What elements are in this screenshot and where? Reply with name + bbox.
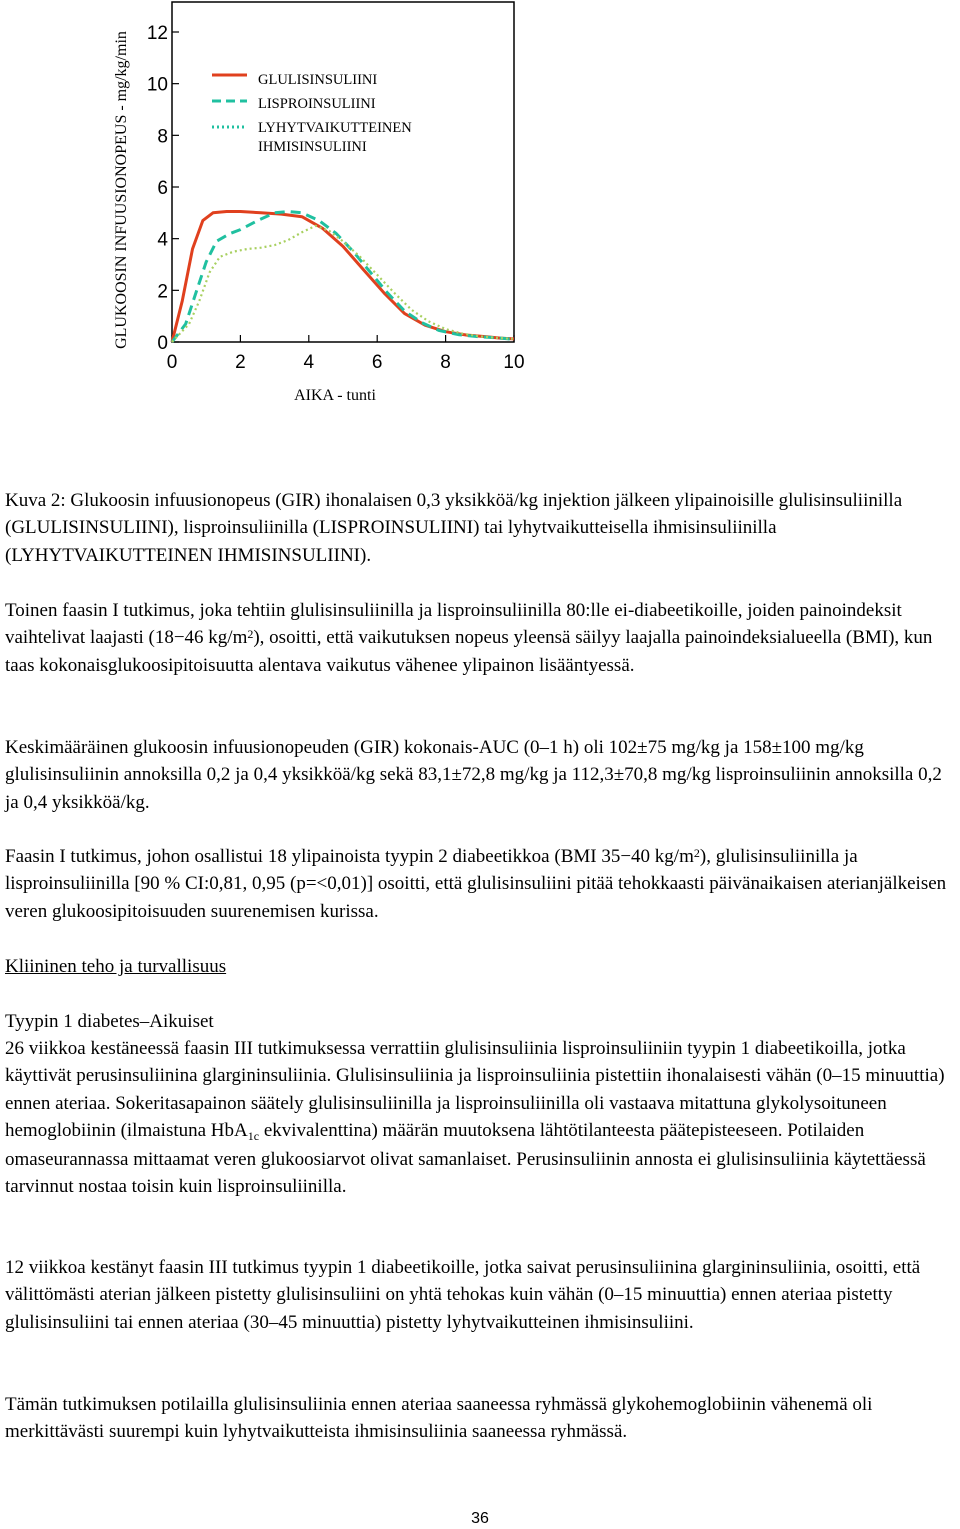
x-tick-label: 2 (235, 352, 246, 373)
figure-caption: Kuva 2: Glukoosin infuusionopeus (GIR) ihonalaisen 0,3 yksikköä/kg injektion jälkeen ylipainoisille glulisinsuliinilla (GLULISINSULIINI), lisproinsuliinilla (LISPROINSULIINI) tai lyhytvaikutteisella ihmisinsuliinilla (LYHYTVAIKUTTEINEN IHMISINSULIINI). (5, 490, 903, 566)
p1-text-a: Toinen faasin I tutkimus, joka tehtiin glulisinsuliinilla ja lisproinsuliinilla 80:lle ei-diabeetikoille, joiden painoindeksit vaihtelivat laajasti (18−46 kg/m (5, 600, 902, 649)
x-tick-label: 10 (503, 352, 525, 373)
paragraph-auc: Keskimääräinen glukoosin infuusionopeuden (GIR) kokonais-AUC (0–1 h) oli 102±75 mg/kg ja 158±100 mg/kg glulisinsuliinin annoksilla 0,2 ja 0,4 yksikköä/kg sekä 83,1±72,8 mg/kg ja 112,3±70,8 mg/kg lisproinsuliinin annoksilla 0,2 ja 0,4 yksikköä/kg. (5, 737, 942, 813)
paragraph-26-week-study (5, 1035, 957, 1201)
p4-text-a: 26 viikkoa kestäneessä faasin III tutkimuksessa verrattiin glulisinsuliinia lisproinsuliiniin tyypin 1 diabeetikoilla, jotka käyttivät perusinsuliinina glargininsuliinia. Glulisinsuliinia ja lisproinsuliinia pistettiin ihonalaisesti vähän (0–15 minuuttia) ennen ateriaa. Sokeritasapainon säätely glulisinsuliinilla ja lisproinsuliinilla oli vastaava mitattuna glykolysoituneen hemoglobiinin (ilmaistuna HbA (5, 1038, 945, 1141)
subheading: Tyypin 1 diabetes–Aikuiset (5, 1011, 214, 1032)
x-tick-label: 6 (371, 352, 383, 373)
x-ticks (167, 335, 525, 373)
series-line-0 (172, 212, 514, 343)
series-lines (172, 212, 514, 343)
p4-text-b: ekvivalenttina) määrän muutoksena lähtötilanteesta päätepisteeseen. Potilaiden omaseurannassa mittaamat veren glukoosiarvot olivat samanlaiset. Perusinsuliinin annosta ei glulisinsuliinia käytettäessä tarvinnut nostaa toisin kuin lisproinsuliinilla. (5, 1119, 926, 1198)
p4-subscript: 1c (247, 1128, 260, 1143)
legend-label-human-line2: IHMISINSULIINI (258, 139, 367, 155)
glucose-infusion-chart (100, 0, 540, 410)
paragraph-12-week-study: 12 viikkoa kestänyt faasin III tutkimus tyypin 1 diabeetikoille, jotka saivat perusinsuliinina glargininsuliinia, osoitti, että välittömästi aterian jälkeen pistetty glulisinsuliini on yhtä tehokas kuin vähän (0–15 minuuttia) ennen ateriaa pistetty glulisinsuliini tai ennen ateriaa (30–45 minuuttia) pistetty lyhytvaikutteinen ihmisinsuliini. (5, 1257, 921, 1333)
y-tick-label: 4 (157, 229, 168, 251)
legend-label-human (258, 120, 415, 155)
p3-text-b: ), glulisinsuliinilla ja lisproinsuliinilla [90 % CI:0,81, 0,95 (p=<0,01)] osoitti, että glulisinsuliini pitää tehokkaasti päivänaikaisen aterianjälkeisen veren glukoosipitoisuuden suurenemisen kurissa. (5, 846, 947, 922)
legend-label-human-line1: LYHYTVAIKUTTEINEN (258, 120, 412, 136)
page-number: 36 (471, 1510, 489, 1527)
p3-superscript: 2 (693, 846, 700, 860)
paragraph-obese-type2 (5, 843, 957, 925)
legend (212, 72, 415, 155)
paragraph-bmi-study (5, 597, 957, 679)
paragraph-hba1c-result: Tämän tutkimuksen potilailla glulisinsuliinia ennen ateriaa saaneessa ryhmässä glykohemoglobiinin vähenemä oli merkittävästi suurempi kuin lyhytvaikutteista ihmisinsuliinia saaneessa ryhmässä. (5, 1394, 873, 1443)
series-line-2 (172, 226, 514, 342)
y-tick-label: 8 (157, 126, 168, 148)
x-axis-label: AIKA - tunti (294, 387, 376, 404)
x-tick-label: 8 (440, 352, 451, 373)
series-line-1 (172, 212, 514, 343)
p3-text-a: Faasin I tutkimus, johon osallistui 18 ylipainoista tyypin 2 diabeetikkoa (BMI 35−40 kg/m (5, 846, 694, 867)
y-ticks (147, 23, 179, 354)
y-tick-label: 6 (157, 178, 168, 199)
p1-superscript: 2 (247, 627, 254, 642)
legend-label-lispro: LISPROINSULIINI (258, 96, 376, 112)
section-heading: Kliininen teho ja turvallisuus (5, 956, 227, 977)
y-axis-label: GLUKOOSIN INFUUSIONOPEUS - mg/kg/min (113, 31, 130, 349)
x-tick-label: 4 (303, 352, 315, 373)
x-tick-label: 0 (166, 352, 178, 373)
p1-text-b: ), osoitti, että vaikutuksen nopeus yleensä säilyy laajalla painoindeksialueella (BMI), kun taas kokonaisglukoosipitoisuutta alentava vaikutus vähenee ylipainon lisääntyessä. (5, 627, 933, 676)
y-tick-label: 12 (146, 23, 168, 44)
y-tick-label: 2 (157, 281, 168, 303)
legend-label-glulisine: GLULISINSULIINI (258, 72, 378, 88)
plot-frame (172, 2, 514, 342)
y-tick-label: 0 (157, 333, 168, 354)
y-tick-label: 10 (146, 74, 168, 96)
